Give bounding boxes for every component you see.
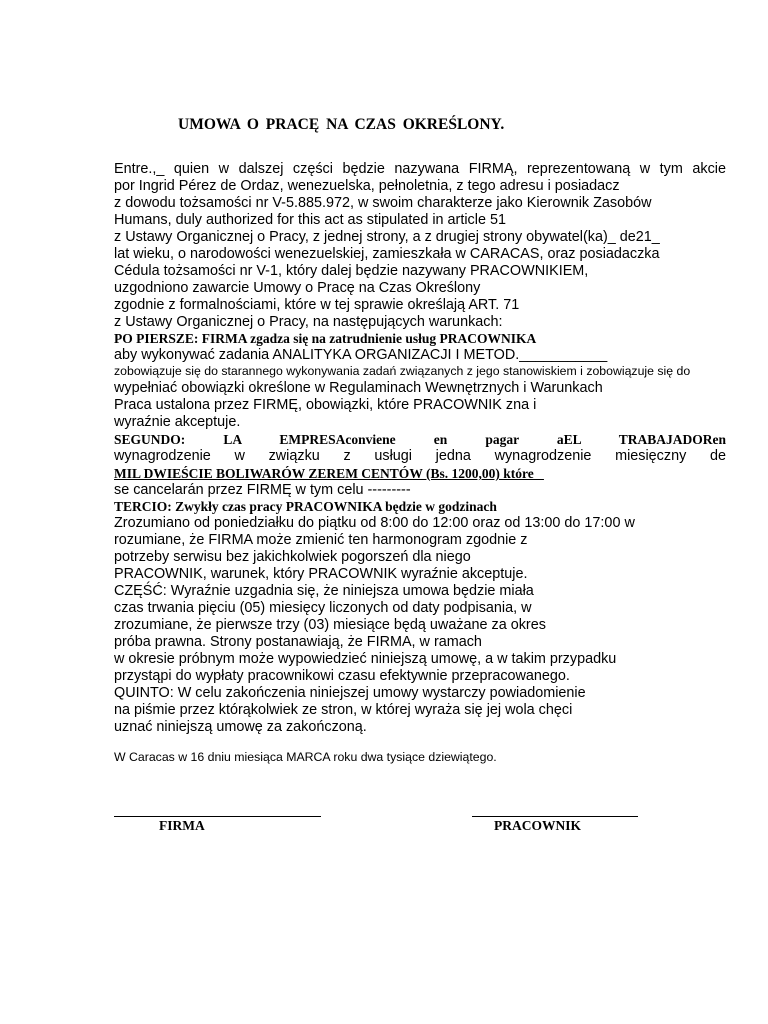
signature-label-pracownik: PRACOWNIK <box>494 818 581 833</box>
body-line: PRACOWNIK, warunek, który PRACOWNIK wyraźnie akceptuje. <box>114 566 528 582</box>
body-line: wynagrodzenie w związku z usługi jedna wynagrodzenie miesięczny de <box>114 448 726 464</box>
body-line: wyraźnie akceptuje. <box>114 414 241 430</box>
body-line: wypełniać obowiązki określone w Regulaminach Wewnętrznych i Warunkach <box>114 380 603 396</box>
body-line: zrozumiane, że pierwsze trzy (03) miesiące będą uważane za okres <box>114 617 546 633</box>
body-line: zobowiązuje się do starannego wykonywania zadań związanych z jego stanowiskiem i zobowiązuje się do <box>114 364 691 378</box>
document-title: UMOWA O PRACĘ NA CZAS OKREŚLONY. <box>178 116 505 133</box>
body-line: uznać niniejszą umowę za zakończoną. <box>114 719 367 735</box>
clause-fifth-line: QUINTO: W celu zakończenia niniejszej umowy wystarczy powiadomienie <box>114 685 586 701</box>
clause-first-heading: PO PIERSZE: FIRMA zgadza się na zatrudnienie usług PRACOWNIKA <box>114 331 537 346</box>
body-line: przystąpi do wypłaty pracownikowi czasu efektywnie przepracowanego. <box>114 668 570 684</box>
body-line: Cédula tożsamości nr V-1, który dalej będzie nazywany PRACOWNIKIEM, <box>114 263 589 279</box>
signature-label-firma: FIRMA <box>159 818 205 833</box>
date-line: W Caracas w 16 dniu miesiąca MARCA roku dwa tysiące dziewiątego. <box>114 750 497 764</box>
body-line: z Ustawy Organicznej o Pracy, na następujących warunkach: <box>114 314 503 330</box>
salary-amount: MIL DWIEŚCIE BOLIWARÓW ZEREM CENTÓW (Bs. 1200,00) które _ <box>114 466 544 481</box>
body-line: zgodnie z formalnościami, które w tej sprawie określają ART. 71 <box>114 297 520 313</box>
body-line: por Ingrid Pérez de Ordaz, wenezuelska, pełnoletnia, z tego adresu i posiadacz <box>114 178 620 194</box>
body-line: z Ustawy Organicznej o Pracy, z jednej strony, a z drugiej strony obywatel(ka)_ de21_ <box>114 229 660 245</box>
body-line: lat wieku, o narodowości wenezuelskiej, zamieszkała w CARACAS, oraz posiadaczka <box>114 246 660 262</box>
body-line: rozumiane, że FIRMA może zmienić ten harmonogram zgodnie z <box>114 532 528 548</box>
body-line: próba prawna. Strony postanawiają, że FIRMA, w ramach <box>114 634 482 650</box>
signature-line-left <box>114 816 321 817</box>
body-line: z dowodu tożsamości nr V-5.885.972, w swoim charakterze jako Kierownik Zasobów <box>114 195 652 211</box>
body-line: potrzeby serwisu bez jakichkolwiek pogorszeń dla niego <box>114 549 471 565</box>
body-line: Zrozumiano od poniedziałku do piątku od 8:00 do 12:00 oraz od 13:00 do 17:00 w <box>114 515 635 531</box>
body-line: Praca ustalona przez FIRMĘ, obowiązki, które PRACOWNIK zna i <box>114 397 537 413</box>
body-line: se cancelarán przez FIRMĘ w tym celu --------- <box>114 482 411 498</box>
clause-second-heading: SEGUNDO: LA EMPRESAconviene en pagar aEL TRABAJADORen <box>114 432 726 447</box>
body-line: Humans, duly authorized for this act as stipulated in article 51 <box>114 212 506 228</box>
body-line: czas trwania pięciu (05) miesięcy liczonych od daty podpisania, w <box>114 600 532 616</box>
body-line: uzgodniono zawarcie Umowy o Pracę na Czas Określony <box>114 280 481 296</box>
body-line: w okresie próbnym może wypowiedzieć niniejszą umowę, a w takim przypadku <box>114 651 617 667</box>
body-line: na piśmie przez którąkolwiek ze stron, w której wyraża się jej wola chęci <box>114 702 573 718</box>
clause-third-heading: TERCIO: Zwykły czas pracy PRACOWNIKA będzie w godzinach <box>114 499 497 514</box>
body-line: aby wykonywać zadania ANALITYKA ORGANIZACJI I METOD.___________ <box>114 347 608 363</box>
signature-line-right <box>472 816 638 817</box>
body-line: Entre.,_ quien w dalszej części będzie nazywana FIRMĄ, reprezentowaną w tym akcie <box>114 161 726 177</box>
clause-fourth-line: CZĘŚĆ: Wyraźnie uzgadnia się, że niniejsza umowa będzie miała <box>114 583 534 599</box>
